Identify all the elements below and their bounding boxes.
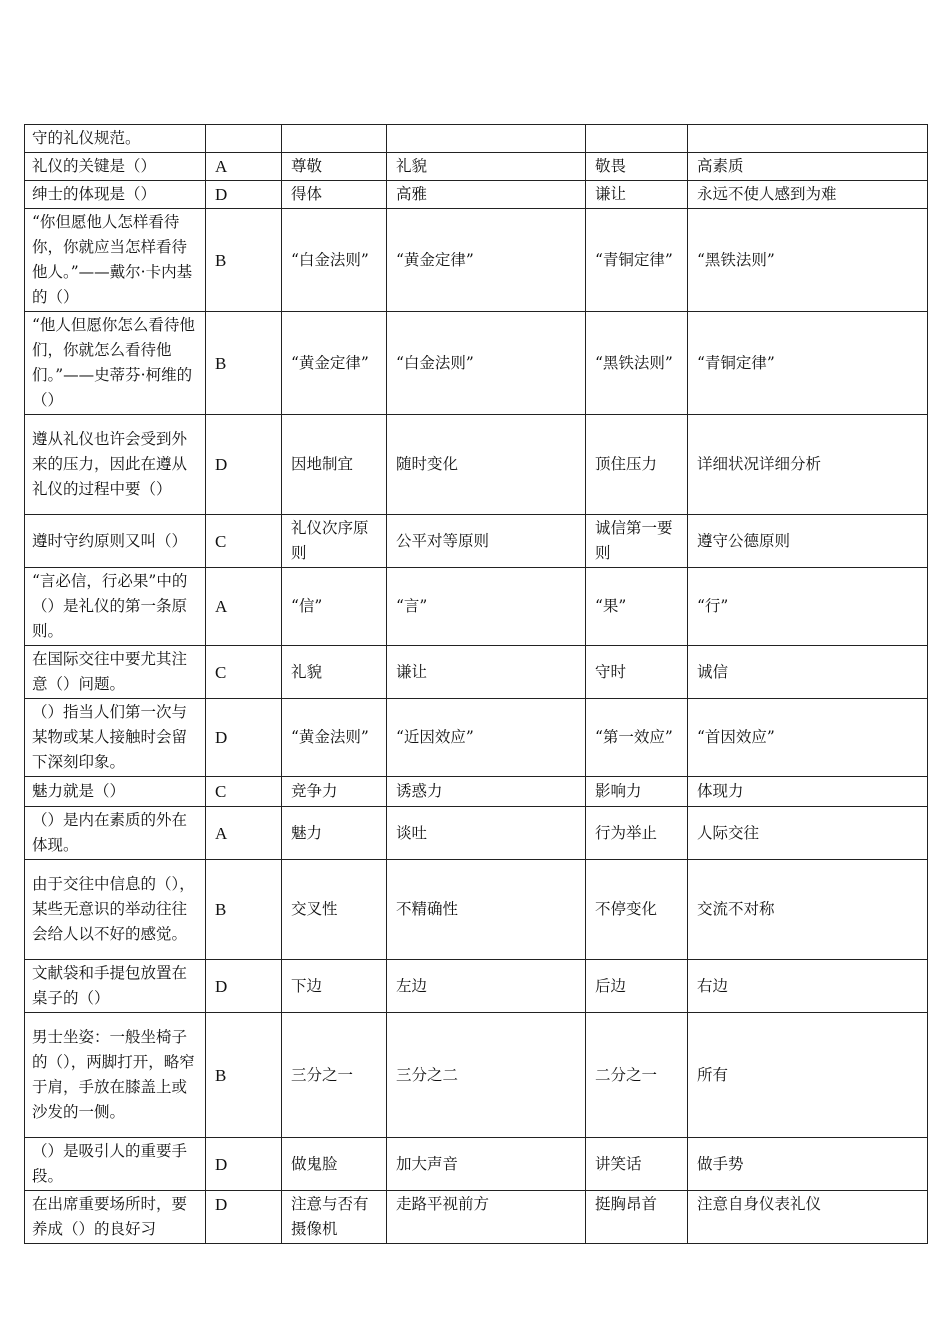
option-a-cell: 竞争力 [282,777,387,807]
question-cell: 在国际交往中要尤其注意（）问题。 [25,646,206,699]
option-d-cell: 右边 [688,960,928,1013]
answer-cell: D [206,181,282,209]
option-a-cell: “黄金法则” [282,699,387,777]
question-cell: “言必信，行必果”中的（）是礼仪的第一条原则。 [25,568,206,646]
option-d-cell [688,125,928,153]
answer-cell [206,125,282,153]
answer-cell: A [206,153,282,181]
option-a-cell: 因地制宜 [282,415,387,515]
option-c-cell: 影响力 [586,777,688,807]
answer-cell: D [206,699,282,777]
answer-cell: B [206,860,282,960]
table-row [25,1138,928,1191]
quiz-table [24,124,928,1244]
option-c-cell: 行为举止 [586,807,688,860]
option-a-cell: 交叉性 [282,860,387,960]
answer-cell: B [206,1013,282,1138]
table-row [25,312,928,415]
table-row [25,209,928,312]
table-row [25,960,928,1013]
option-b-cell: 左边 [387,960,586,1013]
option-c-cell: 敬畏 [586,153,688,181]
table-row [25,181,928,209]
option-c-cell: 守时 [586,646,688,699]
question-cell: 由于交往中信息的（），某些无意识的举动往往会给人以不好的感觉。 [25,860,206,960]
table-row [25,860,928,960]
answer-cell: C [206,646,282,699]
option-a-cell: 魅力 [282,807,387,860]
question-cell: 礼仪的关键是（） [25,153,206,181]
option-d-cell: 所有 [688,1013,928,1138]
option-a-cell: 下边 [282,960,387,1013]
option-b-cell: 三分之二 [387,1013,586,1138]
question-cell: （）指当人们第一次与某物或某人接触时会留下深刻印象。 [25,699,206,777]
question-cell: 绅士的体现是（） [25,181,206,209]
option-c-cell: 谦让 [586,181,688,209]
answer-cell: A [206,568,282,646]
option-a-cell: 做鬼脸 [282,1138,387,1191]
option-b-cell: 随时变化 [387,415,586,515]
table-row [25,1191,928,1244]
answer-cell: C [206,777,282,807]
option-b-cell: “黄金定律” [387,209,586,312]
question-cell: 男士坐姿：一般坐椅子的（），两脚打开，略窄于肩，手放在膝盖上或沙发的一侧。 [25,1013,206,1138]
option-b-cell: “近因效应” [387,699,586,777]
option-d-cell: 永远不使人感到为难 [688,181,928,209]
table-row [25,515,928,568]
answer-cell: B [206,312,282,415]
table-row [25,415,928,515]
question-cell: “他人但愿你怎么看待他们，你就怎么看待他们。”——史蒂芬·柯维的（） [25,312,206,415]
option-c-cell: 二分之一 [586,1013,688,1138]
question-cell: 魅力就是（） [25,777,206,807]
option-c-cell: 挺胸昂首 [586,1191,688,1244]
option-a-cell: “黄金定律” [282,312,387,415]
option-c-cell: 不停变化 [586,860,688,960]
option-b-cell [387,125,586,153]
option-c-cell: 讲笑话 [586,1138,688,1191]
answer-cell: A [206,807,282,860]
option-d-cell: 注意自身仪表礼仪 [688,1191,928,1244]
option-a-cell: 注意与否有摄像机 [282,1191,387,1244]
option-a-cell: “白金法则” [282,209,387,312]
answer-cell: C [206,515,282,568]
question-cell: 在出席重要场所时，要养成（）的良好习 [25,1191,206,1244]
table-row [25,1013,928,1138]
option-c-cell: “果” [586,568,688,646]
option-d-cell: “黑铁法则” [688,209,928,312]
answer-cell: D [206,1138,282,1191]
answer-cell: B [206,209,282,312]
option-c-cell: 诚信第一要则 [586,515,688,568]
table-row [25,646,928,699]
option-b-cell: 诱惑力 [387,777,586,807]
option-d-cell: 体现力 [688,777,928,807]
answer-cell: D [206,1191,282,1244]
question-cell: 遵时守约原则又叫（） [25,515,206,568]
option-b-cell: 加大声音 [387,1138,586,1191]
answer-cell: D [206,415,282,515]
table-row [25,699,928,777]
option-a-cell: 三分之一 [282,1013,387,1138]
question-cell: （）是吸引人的重要手段。 [25,1138,206,1191]
option-c-cell [586,125,688,153]
table-row [25,568,928,646]
answer-cell: D [206,960,282,1013]
table-row [25,125,928,153]
option-a-cell [282,125,387,153]
option-a-cell: 尊敬 [282,153,387,181]
option-d-cell: 诚信 [688,646,928,699]
option-d-cell: 人际交往 [688,807,928,860]
option-c-cell: 顶住压力 [586,415,688,515]
option-d-cell: 遵守公德原则 [688,515,928,568]
option-d-cell: “行” [688,568,928,646]
option-d-cell: “青铜定律” [688,312,928,415]
option-d-cell: “首因效应” [688,699,928,777]
option-c-cell: “黑铁法则” [586,312,688,415]
option-b-cell: 高雅 [387,181,586,209]
option-b-cell: 谦让 [387,646,586,699]
option-b-cell: 走路平视前方 [387,1191,586,1244]
question-cell: 守的礼仪规范。 [25,125,206,153]
option-b-cell: “言” [387,568,586,646]
question-cell: 遵从礼仪也许会受到外来的压力，因此在遵从礼仪的过程中要（） [25,415,206,515]
table-row [25,153,928,181]
option-b-cell: 不精确性 [387,860,586,960]
table-row [25,807,928,860]
table-row [25,777,928,807]
question-cell: 文献袋和手提包放置在桌子的（） [25,960,206,1013]
option-b-cell: 谈吐 [387,807,586,860]
option-d-cell: 做手势 [688,1138,928,1191]
option-c-cell: 后边 [586,960,688,1013]
option-d-cell: 交流不对称 [688,860,928,960]
option-b-cell: 礼貌 [387,153,586,181]
option-d-cell: 详细状况详细分析 [688,415,928,515]
option-a-cell: “信” [282,568,387,646]
option-c-cell: “第一效应” [586,699,688,777]
option-b-cell: 公平对等原则 [387,515,586,568]
option-a-cell: 礼貌 [282,646,387,699]
question-cell: “你但愿他人怎样看待你，你就应当怎样看待他人。”——戴尔·卡内基的（） [25,209,206,312]
option-c-cell: “青铜定律” [586,209,688,312]
question-cell: （）是内在素质的外在体现。 [25,807,206,860]
option-a-cell: 礼仪次序原则 [282,515,387,568]
option-b-cell: “白金法则” [387,312,586,415]
option-a-cell: 得体 [282,181,387,209]
option-d-cell: 高素质 [688,153,928,181]
